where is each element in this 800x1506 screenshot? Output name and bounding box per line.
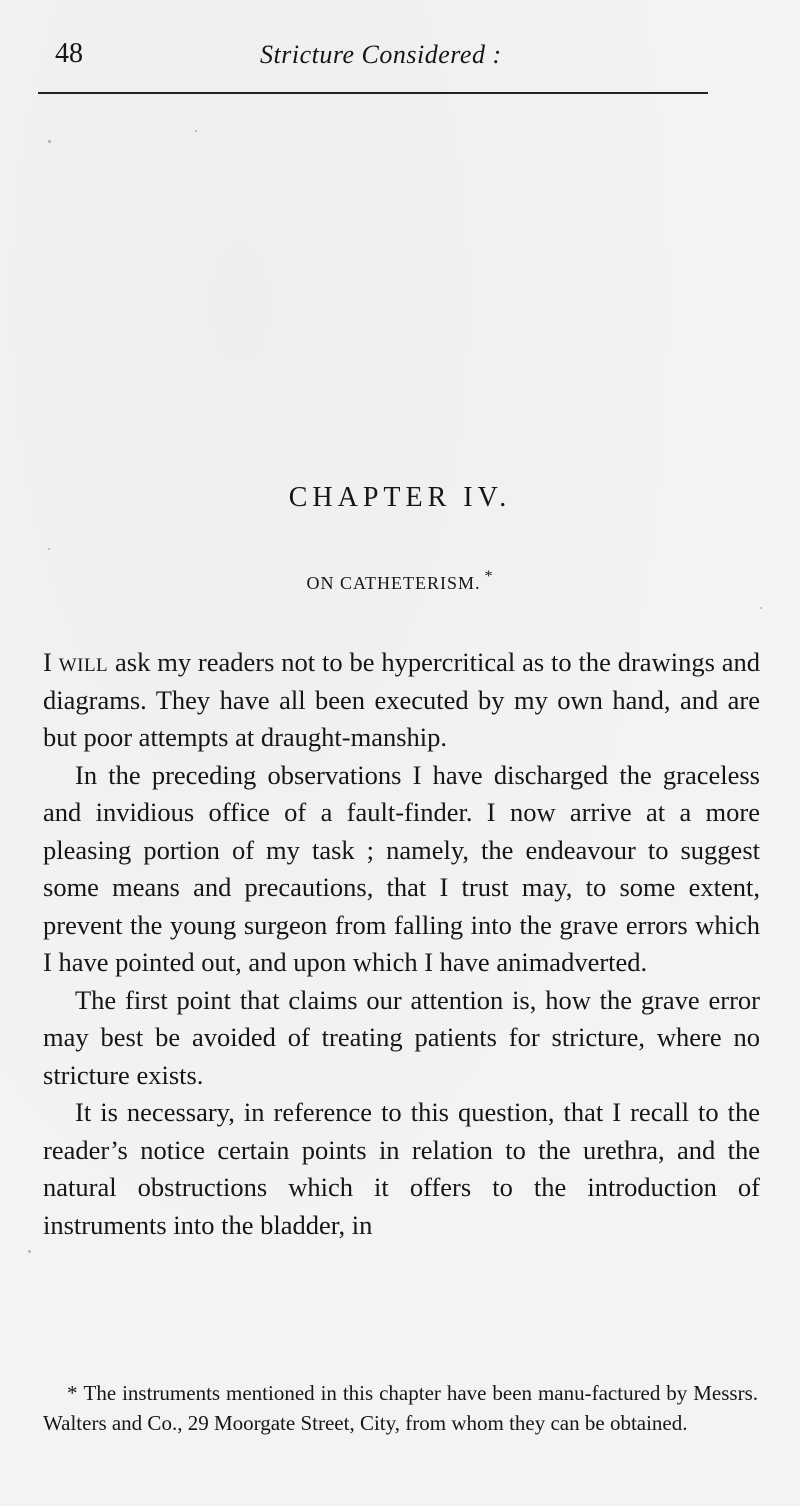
footnote-marker: * — [484, 568, 494, 585]
paper-speck — [760, 607, 762, 609]
header-rule — [38, 92, 708, 94]
paragraph-2: In the preceding observations I have discharged the graceless and invidious office of a fault-finder. I now arrive at a more pleasing portion of my task ; namely, the endeavour to suggest some means and precautions, that I trust may, to some extent, prevent the young surgeon from falling into the grave errors which I have pointed out, and upon which I have animadverted. — [43, 759, 760, 977]
running-head — [55, 38, 710, 78]
footnote — [43, 1378, 758, 1438]
body-text — [43, 644, 760, 1244]
paper-speck — [48, 548, 50, 550]
paragraph-lead-smallcaps: will — [58, 647, 109, 677]
page-number: 48 — [55, 38, 83, 69]
paragraph-text: ask my readers not to be hypercritical as to the drawings and diagrams. They have all been executed by my own hand, and are but poor attempts at draught-manship. — [43, 647, 760, 752]
paper-speck — [195, 130, 197, 132]
chapter-subtitle — [0, 568, 800, 594]
paper-speck — [48, 140, 51, 143]
paragraph-4: It is necessary, in reference to this question, that I recall to the reader’s notice certain points in relation to the urethra, and the natural obstructions which it offers to the introduction of instruments into the bladder, in — [43, 1097, 760, 1240]
paragraph-lead: I — [43, 647, 59, 677]
chapter-title: CHAPTER IV. — [288, 482, 512, 513]
paragraph-3: The first point that claims our attention is, how the grave error may best be avoided of treating patients for stricture, where no stricture exists. — [43, 984, 760, 1090]
running-title: Stricture Considered : — [260, 40, 502, 69]
footnote-mark: * — [67, 1381, 78, 1405]
paragraph-1 — [43, 644, 760, 757]
footnote-text: The instruments mentioned in this chapter have been manu-factured by Messrs. Walters and Co., 29 Moorgate Street, City, from whom they can be obtained. — [43, 1381, 758, 1435]
paper-speck — [28, 1250, 31, 1253]
chapter-subtitle-text: ON CATHETERISM. — [306, 573, 481, 593]
